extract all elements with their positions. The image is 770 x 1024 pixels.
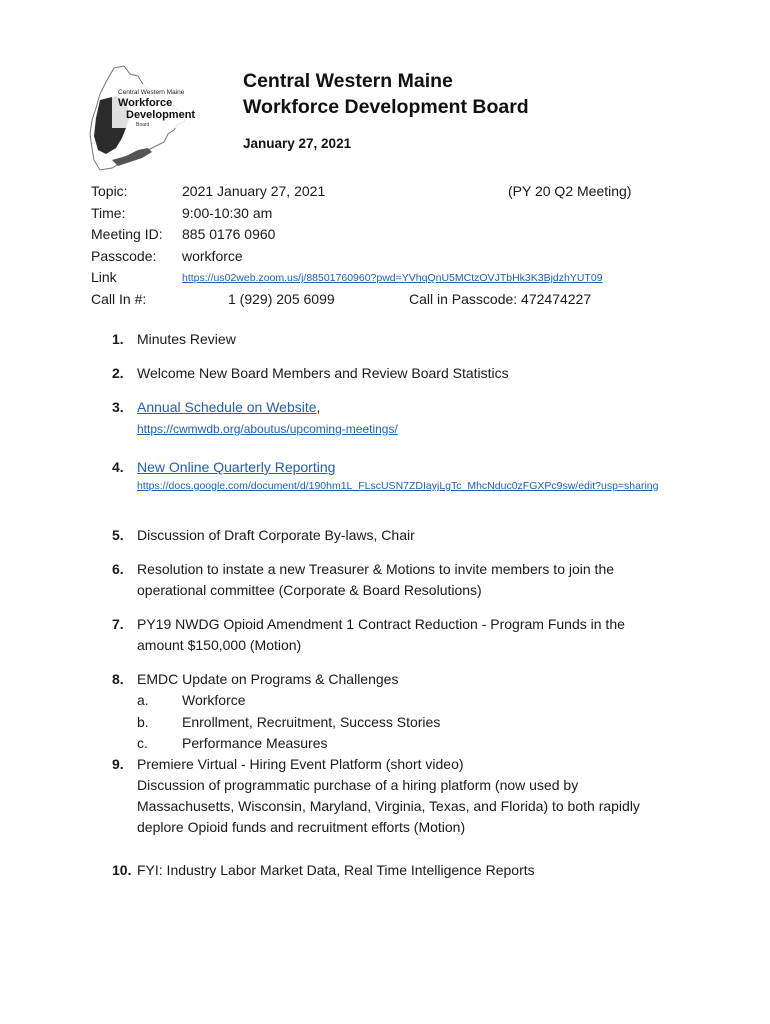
title-line-1: Central Western Maine <box>243 70 453 92</box>
zoom-link[interactable]: https://us02web.zoom.us/j/88501760960?pwd=YVhqQnU5MCtzOVJTbHk3K3BjdzhYUT09 <box>182 272 603 284</box>
meeting-id-value: 885 0176 0960 <box>182 226 276 242</box>
organization-logo <box>86 64 210 172</box>
passcode-value: workforce <box>182 247 243 264</box>
topic-label: Topic: <box>91 183 128 199</box>
item-number: 5. <box>112 527 124 543</box>
topic-note: (PY 20 Q2 Meeting) <box>508 183 632 199</box>
google-doc-url[interactable]: https://docs.google.com/document/d/190hm1L_FLscUSN7ZDIayjLgTc_MhcNduc0zFGXPc9sw/edit?usp=sharing <box>137 480 659 492</box>
meeting-date: January 27, 2021 <box>243 136 352 151</box>
item-text-line: Discussion of programmatic purchase of a hiring platform (now used by <box>137 777 579 793</box>
item-text: Minutes Review <box>137 331 236 347</box>
item-text-line: Massachusetts, Wisconsin, Maryland, Virginia, Texas, and Florida) to both rapidly <box>137 798 640 814</box>
call-in-label: Call In #: <box>91 290 147 307</box>
item-text-line: deplore Opioid funds and recruitment efforts (Motion) <box>137 819 466 835</box>
item-number: 1. <box>112 331 124 347</box>
quarterly-reporting-link[interactable]: New Online Quarterly Reporting <box>137 459 336 475</box>
item-number: 7. <box>112 616 124 632</box>
item-text-line: PY19 NWDG Opioid Amendment 1 Contract Reduction - Program Funds in the <box>137 616 625 632</box>
item-number: 8. <box>112 671 124 687</box>
page-title <box>243 68 529 120</box>
item-text: EMDC Update on Programs & Challenges <box>137 671 399 687</box>
logo-text-line2: Workforce <box>118 97 173 109</box>
item-number: 9. <box>112 756 124 772</box>
annual-schedule-link[interactable]: Annual Schedule on Website <box>137 399 317 415</box>
item-text-line: amount $150,000 (Motion) <box>137 637 302 653</box>
comma: , <box>316 399 321 415</box>
topic-value: 2021 January 27, 2021 <box>182 183 326 199</box>
logo-text-line4: Board <box>136 122 150 128</box>
item-number: 3. <box>112 399 124 415</box>
upcoming-meetings-url[interactable]: https://cwmwdb.org/aboutus/upcoming-meetings/ <box>137 422 398 436</box>
logo-text-line1: Central Western Maine <box>118 89 185 96</box>
sub-item-a <box>137 690 707 712</box>
sub-text: Enrollment, Recruitment, Success Stories <box>182 713 441 730</box>
call-in-passcode: Call in Passcode: 472474227 <box>409 290 592 307</box>
item-number: 6. <box>112 561 124 577</box>
sub-marker: c. <box>137 735 148 751</box>
item-number: 2. <box>112 365 124 381</box>
sub-marker: a. <box>137 692 149 708</box>
sub-item-b <box>137 712 707 734</box>
item-text-line: operational committee (Corporate & Board Resolutions) <box>137 582 482 598</box>
logo-text-line3: Development <box>126 109 196 121</box>
title-line-2: Workforce Development Board <box>243 96 529 118</box>
passcode-label: Passcode: <box>91 247 157 264</box>
time-label: Time: <box>91 204 126 221</box>
link-label: Link <box>91 269 117 285</box>
item-number: 4. <box>112 459 124 475</box>
sub-marker: b. <box>137 713 149 730</box>
time-value: 9:00-10:30 am <box>182 204 273 221</box>
sub-item-c <box>137 733 707 755</box>
sub-text: Performance Measures <box>182 735 328 751</box>
item-text: Welcome New Board Members and Review Board Statistics <box>137 365 509 381</box>
item-text: FYI: Industry Labor Market Data, Real Time Intelligence Reports <box>137 862 535 878</box>
item-text: Discussion of Draft Corporate By-laws, Chair <box>137 527 415 543</box>
call-in-phone: 1 (929) 205 6099 <box>228 290 335 307</box>
item-text-line: Premiere Virtual - Hiring Event Platform (short video) <box>137 756 464 772</box>
item-number: 10. <box>112 862 132 878</box>
sub-text: Workforce <box>182 692 246 708</box>
meeting-id-label: Meeting ID: <box>91 226 163 242</box>
item-text-line: Resolution to instate a new Treasurer & Motions to invite members to join the <box>137 561 615 577</box>
